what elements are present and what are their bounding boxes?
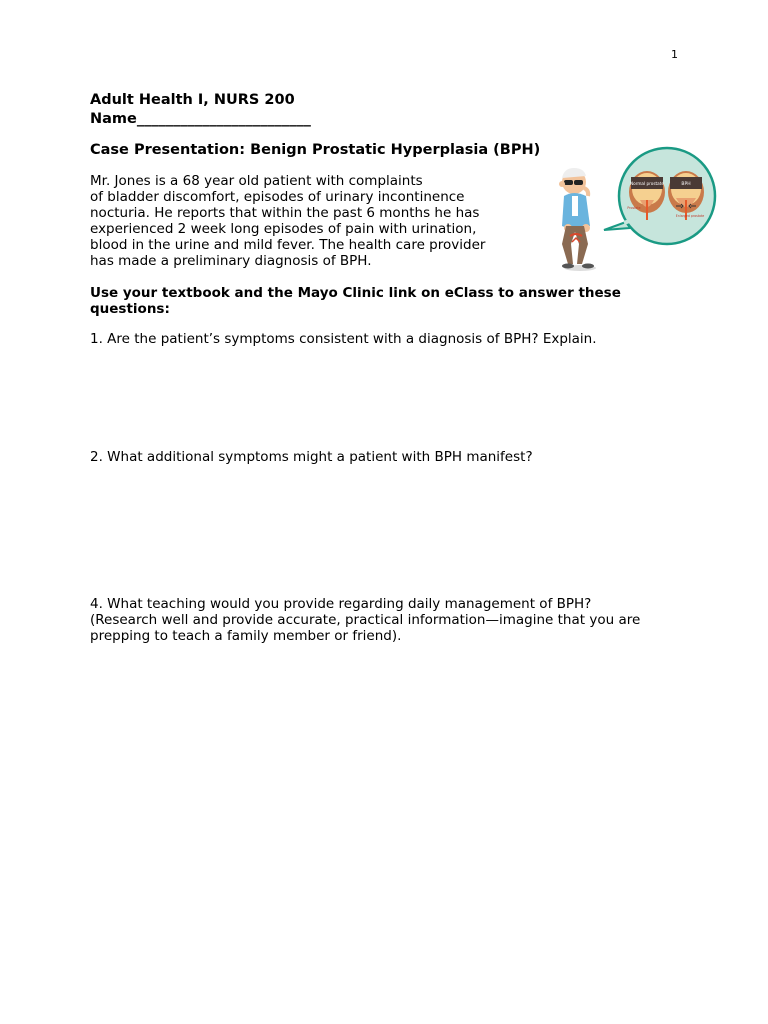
question-4-line: 4. What teaching would you provide regarding daily management of BPH?: [90, 596, 592, 612]
bph-label: BPH: [681, 182, 691, 187]
case-paragraph-line: nocturia. He reports that within the past 6 months he has: [90, 205, 480, 221]
case-paragraph-line: blood in the urine and mild fever. The health care provider: [90, 237, 486, 253]
question-1: 1. Are the patient’s symptoms consistent with a diagnosis of BPH? Explain.: [90, 331, 597, 347]
normal-prostate-label: Normal prostate: [630, 181, 664, 186]
elderly-man-figure: [559, 168, 596, 271]
page-number: 1: [671, 48, 678, 61]
prostate-small-label: Prostate: [627, 206, 641, 210]
enlarged-prostate-label: Enlarged prostate: [675, 214, 705, 218]
question-4: [90, 596, 640, 644]
case-title: Case Presentation: Benign Prostatic Hyperplasia (BPH): [90, 142, 541, 158]
question-4-line: prepping to teach a family member or friend).: [90, 628, 402, 644]
case-paragraph-line: Mr. Jones is a 68 year old patient with complaints: [90, 173, 423, 189]
question-4-line: (Research well and provide accurate, practical information—imagine that you are: [90, 612, 641, 628]
instructions-line: questions:: [90, 301, 170, 317]
case-paragraph: [90, 173, 485, 269]
question-2: 2. What additional symptoms might a patient with BPH manifest?: [90, 449, 533, 465]
case-paragraph-line: has made a preliminary diagnosis of BPH.: [90, 253, 372, 269]
case-paragraph-line: of bladder discomfort, episodes of urinary incontinence: [90, 189, 465, 205]
case-paragraph-line: experienced 2 week long episodes of pain with urination,: [90, 221, 477, 237]
bph-illustration-svg: [546, 140, 718, 274]
name-field-line: Name________________________: [90, 111, 311, 127]
bph-illustration: [546, 140, 718, 274]
instructions: [90, 285, 621, 317]
course-title: Adult Health I, NURS 200: [90, 92, 295, 108]
instructions-line: Use your textbook and the Mayo Clinic link on eClass to answer these: [90, 285, 621, 301]
